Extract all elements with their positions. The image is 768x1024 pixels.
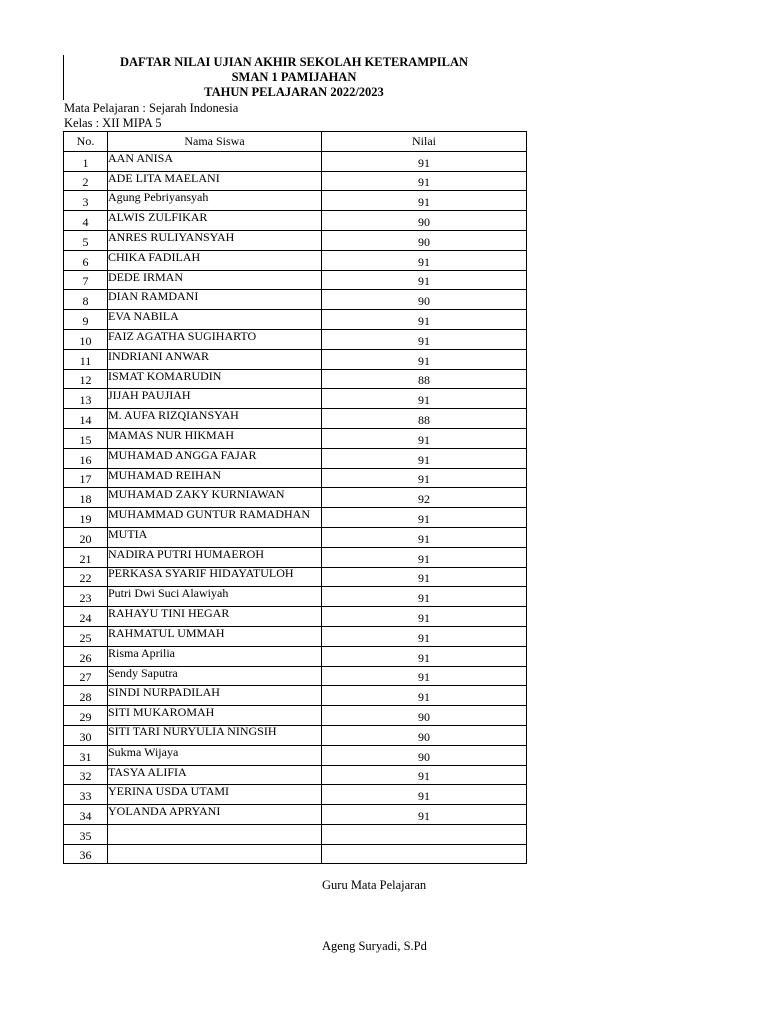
student-name: DIAN RAMDANI bbox=[108, 290, 322, 310]
student-grade: 91 bbox=[322, 587, 527, 607]
student-grade: 88 bbox=[322, 409, 527, 429]
student-grade: 91 bbox=[322, 508, 527, 528]
table-row bbox=[64, 349, 527, 369]
student-name: TASYA ALIFIA bbox=[108, 765, 322, 785]
student-name: NADIRA PUTRI HUMAEROH bbox=[108, 547, 322, 567]
row-number: 16 bbox=[64, 448, 108, 468]
table-row bbox=[64, 765, 527, 785]
student-name: RAHAYU TINI HEGAR bbox=[108, 607, 322, 627]
student-name: MUHAMAD ZAKY KURNIAWAN bbox=[108, 488, 322, 508]
student-grade: 90 bbox=[322, 706, 527, 726]
student-name bbox=[108, 824, 322, 844]
student-grade: 91 bbox=[322, 567, 527, 587]
grades-table bbox=[63, 131, 527, 864]
table-row bbox=[64, 290, 527, 310]
table-row bbox=[64, 211, 527, 231]
row-number: 5 bbox=[64, 230, 108, 250]
table-row bbox=[64, 468, 527, 488]
student-grade: 90 bbox=[322, 745, 527, 765]
student-grade: 91 bbox=[322, 547, 527, 567]
school-name: SMAN 1 PAMIJAHAN bbox=[231, 70, 357, 84]
student-name: M. AUFA RIZQIANSYAH bbox=[108, 409, 322, 429]
table-row bbox=[64, 785, 527, 805]
table-row bbox=[64, 725, 527, 745]
column-header-grade: Nilai bbox=[322, 132, 527, 152]
student-name: MUTIA bbox=[108, 527, 322, 547]
row-number: 6 bbox=[64, 250, 108, 270]
row-number: 23 bbox=[64, 587, 108, 607]
column-header-name: Nama Siswa bbox=[108, 132, 322, 152]
row-number: 26 bbox=[64, 646, 108, 666]
student-name: Agung Pebriyansyah bbox=[108, 191, 322, 211]
column-header-no: No. bbox=[64, 132, 108, 152]
document-title: DAFTAR NILAI UJIAN AKHIR SEKOLAH KETERAMPILAN bbox=[119, 55, 469, 69]
student-grade bbox=[322, 844, 527, 864]
table-row bbox=[64, 389, 527, 409]
row-number: 30 bbox=[64, 725, 108, 745]
student-grade: 91 bbox=[322, 151, 527, 171]
student-grade: 91 bbox=[322, 448, 527, 468]
table-row bbox=[64, 824, 527, 844]
student-name: SITI TARI NURYULIA NINGSIH bbox=[108, 725, 322, 745]
row-number: 28 bbox=[64, 686, 108, 706]
student-grade: 90 bbox=[322, 230, 527, 250]
student-name: MUHAMAD ANGGA FAJAR bbox=[108, 448, 322, 468]
student-name: MAMAS NUR HIKMAH bbox=[108, 428, 322, 448]
student-name: FAIZ AGATHA SUGIHARTO bbox=[108, 329, 322, 349]
student-grade bbox=[322, 824, 527, 844]
row-number: 18 bbox=[64, 488, 108, 508]
row-number: 3 bbox=[64, 191, 108, 211]
row-number: 27 bbox=[64, 666, 108, 686]
table-row bbox=[64, 171, 527, 191]
student-name: INDRIANI ANWAR bbox=[108, 349, 322, 369]
student-name: ADE LITA MAELANI bbox=[108, 171, 322, 191]
student-grade: 91 bbox=[322, 527, 527, 547]
subject-label: Mata Pelajaran : Sejarah Indonesia bbox=[64, 101, 239, 115]
table-row bbox=[64, 151, 527, 171]
table-header-row bbox=[64, 132, 527, 152]
table-row bbox=[64, 508, 527, 528]
student-grade: 91 bbox=[322, 765, 527, 785]
table-row bbox=[64, 329, 527, 349]
student-name: CHIKA FADILAH bbox=[108, 250, 322, 270]
table-row bbox=[64, 409, 527, 429]
student-grade: 91 bbox=[322, 646, 527, 666]
student-name: ISMAT KOMARUDIN bbox=[108, 369, 322, 389]
table-row bbox=[64, 745, 527, 765]
table-row bbox=[64, 706, 527, 726]
table-row bbox=[64, 250, 527, 270]
student-name: ANRES RULIYANSYAH bbox=[108, 230, 322, 250]
student-grade: 91 bbox=[322, 626, 527, 646]
row-number: 36 bbox=[64, 844, 108, 864]
table-row bbox=[64, 230, 527, 250]
student-name: YERINA USDA UTAMI bbox=[108, 785, 322, 805]
student-grade: 91 bbox=[322, 270, 527, 290]
student-name bbox=[108, 844, 322, 864]
row-number: 17 bbox=[64, 468, 108, 488]
student-grade: 91 bbox=[322, 607, 527, 627]
row-number: 20 bbox=[64, 527, 108, 547]
row-number: 1 bbox=[64, 151, 108, 171]
table-row bbox=[64, 626, 527, 646]
row-number: 12 bbox=[64, 369, 108, 389]
table-row bbox=[64, 607, 527, 627]
student-grade: 91 bbox=[322, 785, 527, 805]
row-number: 11 bbox=[64, 349, 108, 369]
table-row bbox=[64, 686, 527, 706]
student-grade: 91 bbox=[322, 805, 527, 825]
row-number: 10 bbox=[64, 329, 108, 349]
student-name: YOLANDA APRYANI bbox=[108, 805, 322, 825]
student-name: SINDI NURPADILAH bbox=[108, 686, 322, 706]
student-grade: 91 bbox=[322, 171, 527, 191]
table-row bbox=[64, 191, 527, 211]
row-number: 14 bbox=[64, 409, 108, 429]
class-label: Kelas : XII MIPA 5 bbox=[64, 116, 162, 130]
student-name: Sukma Wijaya bbox=[108, 745, 322, 765]
student-name: Putri Dwi Suci Alawiyah bbox=[108, 587, 322, 607]
student-name: MUHAMAD REIHAN bbox=[108, 468, 322, 488]
student-name: DEDE IRMAN bbox=[108, 270, 322, 290]
row-number: 33 bbox=[64, 785, 108, 805]
student-name: MUHAMMAD GUNTUR RAMADHAN bbox=[108, 508, 322, 528]
row-number: 32 bbox=[64, 765, 108, 785]
student-name: AAN ANISA bbox=[108, 151, 322, 171]
student-grade: 91 bbox=[322, 329, 527, 349]
student-grade: 91 bbox=[322, 666, 527, 686]
student-grade: 91 bbox=[322, 686, 527, 706]
table-row bbox=[64, 844, 527, 864]
row-number: 29 bbox=[64, 706, 108, 726]
row-number: 9 bbox=[64, 310, 108, 330]
table-row bbox=[64, 448, 527, 468]
row-number: 21 bbox=[64, 547, 108, 567]
row-number: 34 bbox=[64, 805, 108, 825]
student-name: JIJAH PAUJIAH bbox=[108, 389, 322, 409]
row-number: 8 bbox=[64, 290, 108, 310]
table-row bbox=[64, 547, 527, 567]
teacher-name: Ageng Suryadi, S.Pd bbox=[322, 939, 427, 953]
row-number: 24 bbox=[64, 607, 108, 627]
student-grade: 91 bbox=[322, 428, 527, 448]
student-name: Risma Aprilia bbox=[108, 646, 322, 666]
student-name: SITI MUKAROMAH bbox=[108, 706, 322, 726]
table-body bbox=[64, 151, 527, 864]
student-grade: 90 bbox=[322, 725, 527, 745]
student-grade: 91 bbox=[322, 389, 527, 409]
row-number: 22 bbox=[64, 567, 108, 587]
student-grade: 91 bbox=[322, 349, 527, 369]
student-name: EVA NABILA bbox=[108, 310, 322, 330]
student-grade: 90 bbox=[322, 211, 527, 231]
row-number: 31 bbox=[64, 745, 108, 765]
table-row bbox=[64, 270, 527, 290]
student-grade: 90 bbox=[322, 290, 527, 310]
table-row bbox=[64, 805, 527, 825]
table-row bbox=[64, 310, 527, 330]
row-number: 19 bbox=[64, 508, 108, 528]
row-number: 25 bbox=[64, 626, 108, 646]
table-row bbox=[64, 488, 527, 508]
student-grade: 92 bbox=[322, 488, 527, 508]
row-number: 4 bbox=[64, 211, 108, 231]
student-name: PERKASA SYARIF HIDAYATULOH bbox=[108, 567, 322, 587]
table-row bbox=[64, 527, 527, 547]
student-name: RAHMATUL UMMAH bbox=[108, 626, 322, 646]
row-number: 13 bbox=[64, 389, 108, 409]
student-grade: 91 bbox=[322, 468, 527, 488]
student-name: ALWIS ZULFIKAR bbox=[108, 211, 322, 231]
table-row bbox=[64, 587, 527, 607]
row-number: 15 bbox=[64, 428, 108, 448]
table-row bbox=[64, 369, 527, 389]
table-row bbox=[64, 567, 527, 587]
student-grade: 91 bbox=[322, 310, 527, 330]
signature-role: Guru Mata Pelajaran bbox=[322, 878, 427, 892]
table-row bbox=[64, 666, 527, 686]
table-row bbox=[64, 428, 527, 448]
student-grade: 91 bbox=[322, 250, 527, 270]
table-row bbox=[64, 646, 527, 666]
academic-year: TAHUN PELAJARAN 2022/2023 bbox=[204, 85, 384, 99]
student-grade: 88 bbox=[322, 369, 527, 389]
row-number: 35 bbox=[64, 824, 108, 844]
student-name: Sendy Saputra bbox=[108, 666, 322, 686]
row-number: 7 bbox=[64, 270, 108, 290]
student-grade: 91 bbox=[322, 191, 527, 211]
row-number: 2 bbox=[64, 171, 108, 191]
